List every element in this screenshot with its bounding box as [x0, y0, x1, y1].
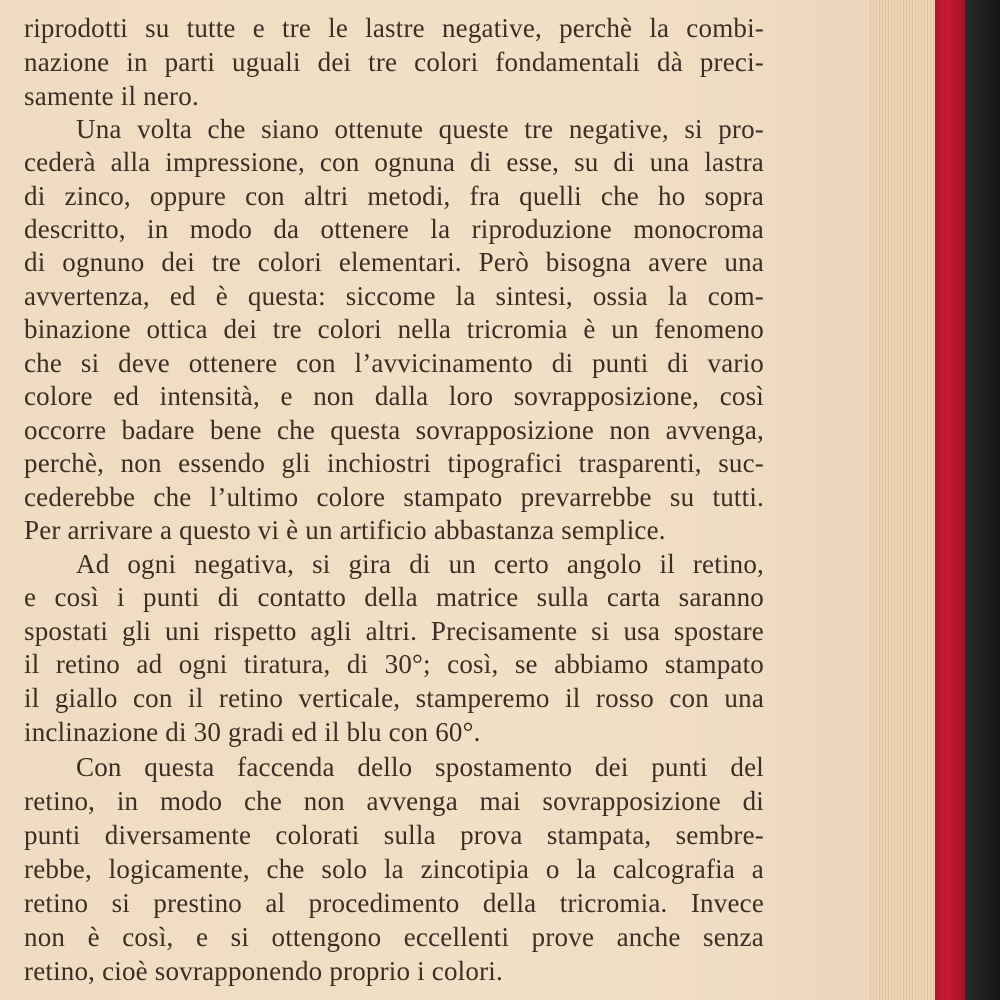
- text-line: cederà alla impressione, con ognuna di esse, su di una lastra: [24, 147, 764, 177]
- text-line: Una volta che siano ottenute queste tre negative, si pro-: [76, 114, 764, 144]
- book-cover-red: [935, 0, 965, 1000]
- text-line: il retino ad ogni tiratura, di 30°; così, se abbiamo stampato: [24, 649, 764, 679]
- text-line: retino, cioè sovrapponendo proprio i colori.: [24, 956, 503, 986]
- text-line: perchè, non essendo gli inchiostri tipografici trasparenti, suc-: [24, 448, 764, 478]
- text-line: rebbe, logicamente, che solo la zincotipia o la calcografia a: [24, 854, 764, 884]
- text-line: nazione in parti uguali dei tre colori fondamentali dà preci-: [24, 47, 764, 77]
- text-line: di zinco, oppure con altri metodi, fra quelli che ho sopra: [24, 181, 764, 211]
- background-dark: [965, 0, 1000, 1000]
- text-line: non è così, e si ottengono eccellenti prove anche senza: [24, 922, 764, 952]
- text-line: retino si prestino al procedimento della tricromia. Invece: [24, 888, 764, 918]
- text-line: occorre badare bene che questa sovrapposizione non avvenga,: [24, 415, 764, 445]
- text-line: riprodotti su tutte e tre le lastre negative, perchè la combi-: [24, 13, 764, 43]
- text-line: descritto, in modo da ottenere la riproduzione monocroma: [24, 214, 764, 244]
- text-line: colore ed intensità, e non dalla loro sovrapposizione, così: [24, 381, 764, 411]
- text-line: Ad ogni negativa, si gira di un certo angolo il retino,: [76, 549, 764, 579]
- text-line: che si deve ottenere con l’avvicinamento di punti di vario: [24, 348, 764, 378]
- text-line: avvertenza, ed è questa: siccome la sintesi, ossia la com-: [24, 281, 764, 311]
- text-line: inclinazione di 30 gradi ed il blu con 60°.: [24, 717, 481, 747]
- text-line: binazione ottica dei tre colori nella tricromia è un fenomeno: [24, 314, 764, 344]
- text-line: samente il nero.: [24, 81, 199, 111]
- text-line: punti diversamente colorati sulla prova stampata, sembre-: [24, 820, 764, 850]
- text-line: spostati gli uni rispetto agli altri. Precisamente si usa spostare: [24, 616, 764, 646]
- text-line: e così i punti di contatto della matrice sulla carta saranno: [24, 582, 764, 612]
- page-edges: [868, 0, 935, 1000]
- text-line: di ognuno dei tre colori elementari. Però bisogna avere una: [24, 247, 764, 277]
- text-line: Per arrivare a questo vi è un artificio abbastanza semplice.: [24, 515, 666, 545]
- text-line: cederebbe che l’ultimo colore stampato prevarrebbe su tutti.: [24, 482, 764, 512]
- text-line: Con questa faccenda dello spostamento dei punti del: [76, 752, 764, 782]
- text-line: il giallo con il retino verticale, stamperemo il rosso con una: [24, 683, 764, 713]
- text-line: retino, in modo che non avvenga mai sovrapposizione di: [24, 786, 764, 816]
